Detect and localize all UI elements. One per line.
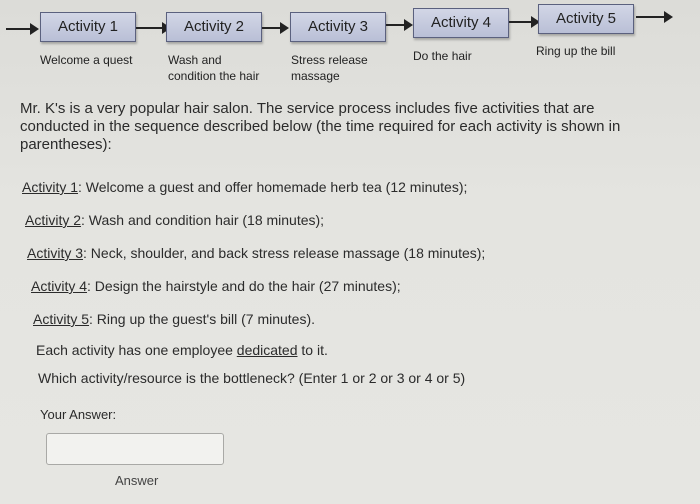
step-activity-3 (27, 245, 485, 261)
activity-2-label-line1: Wash and (168, 53, 222, 67)
answer-input[interactable] (46, 433, 224, 465)
activity-5-box (538, 4, 634, 34)
step-activity-5 (33, 311, 315, 327)
activity-5-label-line1: Ring up the bill (536, 44, 616, 58)
activity-4-box (413, 8, 509, 38)
step-activity-1-name: Activity 1 (22, 179, 79, 195)
step-activity-1 (22, 179, 467, 195)
your-answer-label: Your Answer: (40, 407, 117, 422)
flow-arrow-1-2 (136, 27, 164, 29)
activity-5-title: Activity 5 (555, 10, 616, 27)
step-activity-3-text: : Neck, shoulder, and back stress release massage (18 minutes); (83, 245, 486, 261)
step-activity-2 (25, 212, 324, 228)
step-activity-4-text: : Design the hairstyle and do the hair (27 minutes); (87, 278, 401, 294)
flow-arrow-4-5 (509, 21, 533, 23)
process-flow-diagram (0, 0, 700, 90)
step-activity-2-text: : Wash and condition hair (18 minutes); (81, 212, 325, 228)
activity-3-label (291, 52, 368, 84)
flow-arrow-3-4 (386, 24, 406, 26)
activity-1-title: Activity 1 (57, 18, 118, 35)
flow-arrow-entry (6, 28, 32, 30)
activity-4-title: Activity 4 (430, 14, 491, 31)
activity-3-label-line2: massage (291, 69, 340, 83)
activity-2-label-line2: condition the hair (168, 69, 260, 83)
activity-1-label (40, 52, 133, 68)
activity-1-label-line1: Welcome a quest (40, 53, 133, 67)
activity-2-title: Activity 2 (183, 18, 244, 35)
step-activity-3-name: Activity 3 (27, 245, 84, 261)
answer-button[interactable]: Answer (115, 473, 159, 488)
activity-3-title: Activity 3 (307, 18, 368, 35)
employee-note-before: Each activity has one employee (36, 342, 237, 358)
activity-5-label (536, 43, 615, 59)
activity-3-label-line1: Stress release (291, 53, 368, 67)
flow-arrow-2-3 (262, 27, 282, 29)
question-text: Which activity/resource is the bottleneck? (Enter 1 or 2 or 3 or 4 or 5) (38, 370, 466, 386)
activity-3-box (290, 12, 386, 42)
activity-2-label (168, 52, 259, 84)
activity-4-label (413, 48, 472, 64)
step-activity-2-name: Activity 2 (25, 212, 82, 228)
activity-2-box (166, 12, 262, 42)
activity-1-box (40, 12, 136, 42)
step-activity-5-text: : Ring up the guest's bill (7 minutes). (89, 311, 316, 327)
step-activity-4-name: Activity 4 (31, 278, 88, 294)
employee-note-dedicated: dedicated (236, 342, 298, 358)
step-activity-4 (31, 278, 401, 294)
employee-note (36, 342, 328, 358)
activity-4-label-line1: Do the hair (413, 49, 472, 63)
employee-note-after: to it. (297, 342, 328, 358)
step-activity-1-text: : Welcome a guest and offer homemade herb tea (12 minutes); (78, 179, 468, 195)
step-activity-5-name: Activity 5 (33, 311, 90, 327)
flow-arrow-exit (636, 16, 666, 18)
problem-intro: Mr. K's is a very popular hair salon. The service process includes five activities that are conducted in the sequence described below (the time required for each activity is shown in parentheses): (20, 100, 621, 153)
